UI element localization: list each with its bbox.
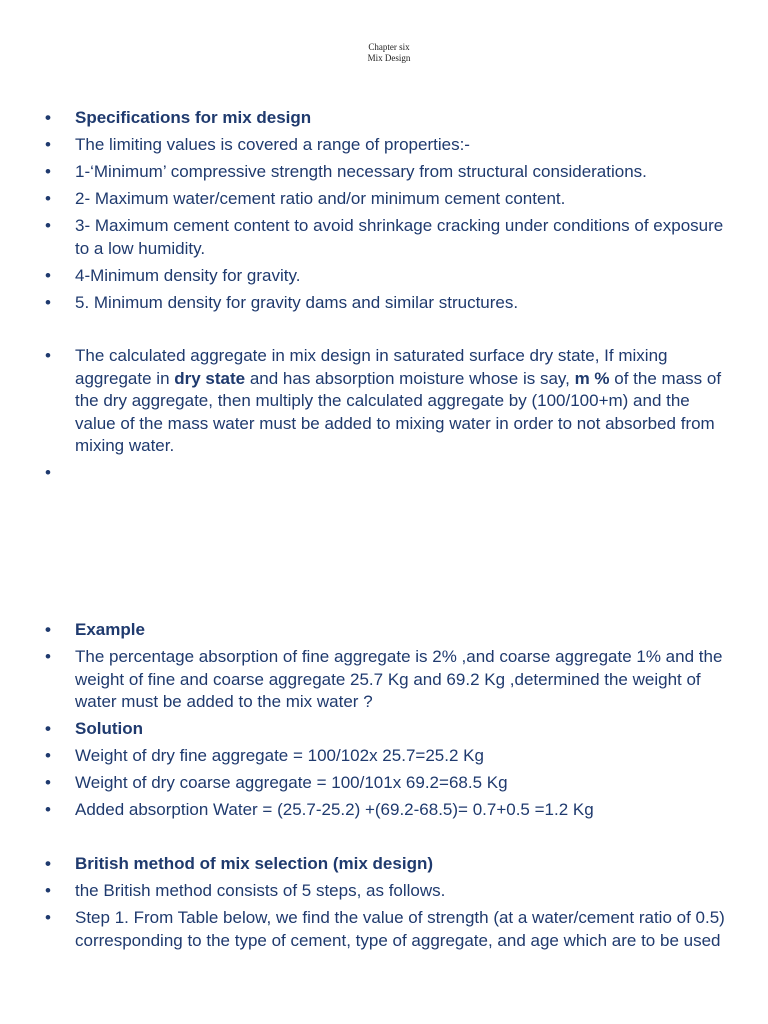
solution-step: • Weight of dry fine aggregate = 100/102x 25.7=25.2 Kg [0, 745, 768, 768]
dry-state-term: dry state [174, 368, 246, 388]
aggregate-paragraph [0, 345, 768, 458]
specs-heading: • Specifications for mix design [0, 107, 768, 130]
list-item: • 1-‘Minimum’ compressive strength necessary from structural considerations. [0, 161, 768, 184]
list-item: • The limiting values is covered a range of properties:- [0, 134, 768, 157]
solution-step: • Weight of dry coarse aggregate = 100/101x 69.2=68.5 Kg [0, 772, 768, 795]
british-heading: • British method of mix selection (mix design) [0, 853, 768, 876]
aggregate-section [0, 345, 768, 462]
list-item: • 3- Maximum cement content to avoid shrinkage cracking under conditions of exposure to a low humidity. [0, 215, 768, 260]
m-percent-term: m % [574, 368, 610, 388]
list-item: • the British method consists of 5 steps, as follows. [0, 880, 768, 903]
specifications-section [0, 107, 768, 319]
chapter-label: Chapter six [368, 42, 410, 52]
british-method-section [0, 853, 768, 957]
aggregate-text-3: of the mass of the dry aggregate, then multiply the calculated aggregate by (100/100+m) and the value of the mass water must be added to mixing water in order to not absorbed from mixing water. [75, 368, 722, 455]
list-item: • 4-Minimum density for gravity. [0, 265, 768, 288]
example-heading: • Example [0, 619, 768, 642]
example-section [0, 619, 768, 826]
list-item: • 2- Maximum water/cement ratio and/or minimum cement content. [0, 188, 768, 211]
solution-heading: • Solution [0, 718, 768, 741]
aggregate-text-2: and has absorption moisture whose is say, [245, 368, 575, 388]
page-header [0, 42, 768, 64]
aggregate-text-1: The calculated aggregate in mix design in saturated surface dry state, If mixing aggregate in [75, 346, 668, 388]
list-item: • 5. Minimum density for gravity dams and similar structures. [0, 292, 768, 315]
chapter-title: Mix Design [367, 53, 411, 63]
list-item: • Step 1. From Table below, we find the value of strength (at a water/cement ratio of 0.5) corresponding to the type of cement, type of aggregate, and age which are to be used [0, 907, 768, 952]
solution-step: • Added absorption Water = (25.7-25.2) +(69.2-68.5)= 0.7+0.5 =1.2 Kg [0, 799, 768, 822]
example-problem: • The percentage absorption of fine aggregate is 2% ,and coarse aggregate 1% and the weight of fine and coarse aggregate 25.7 Kg and 69.2 Kg ,determined the weight of water must be added to the mix water ? [0, 646, 768, 714]
